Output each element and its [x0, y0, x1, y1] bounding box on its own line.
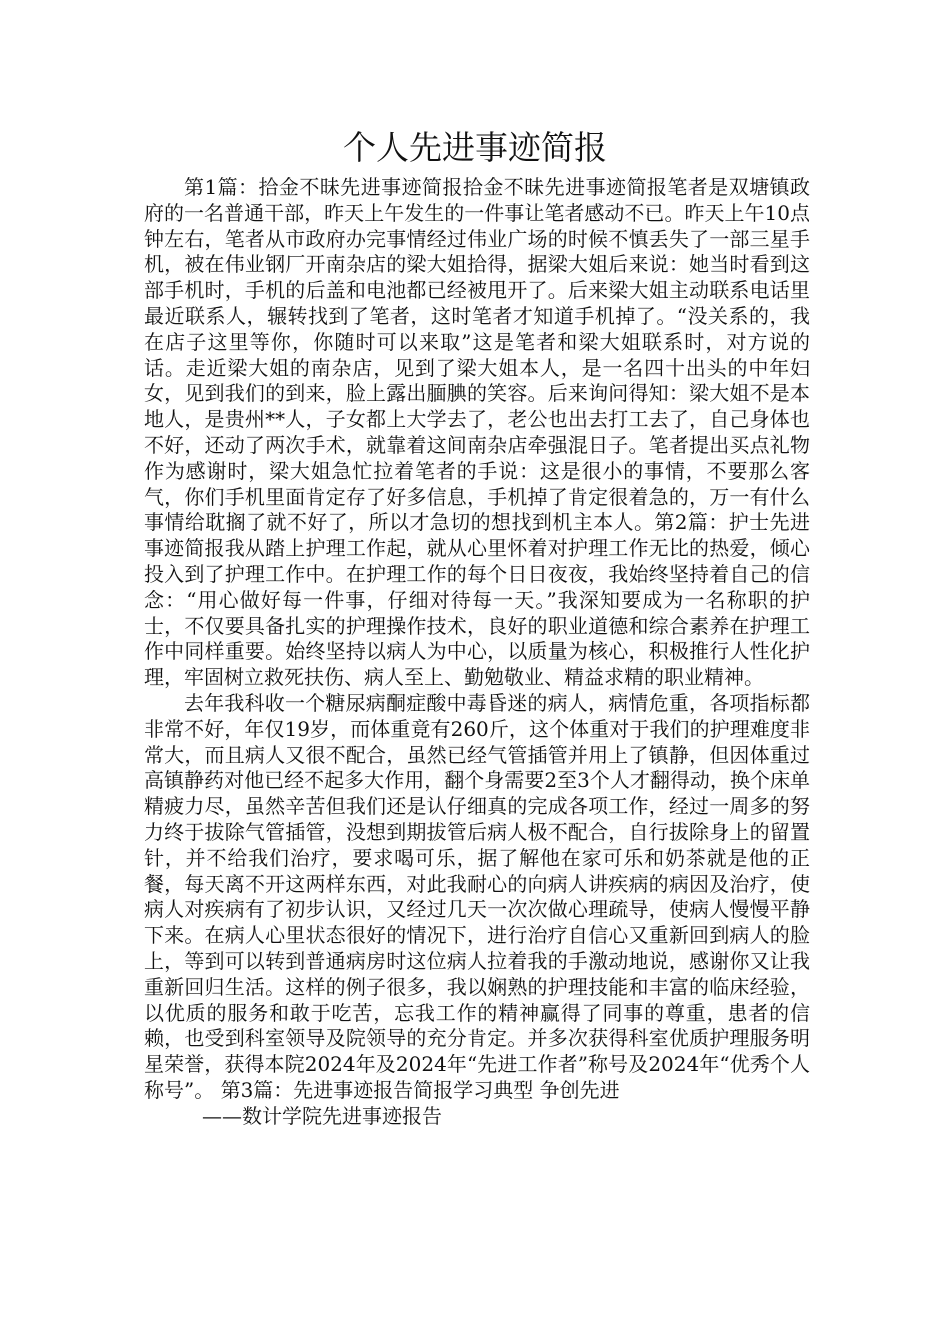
- report-subtitle: ——数计学院先进事迹报告: [202, 1103, 442, 1128]
- document-title: 个人先进事迹简报: [343, 128, 607, 167]
- document-body: [144, 175, 810, 1129]
- paragraph-1: 第1篇：拾金不昧先进事迹简报拾金不昧先进事迹简报笔者是双塘镇政府的一名普通干部，昨天上午发生的一件事让笔者感动不已。昨天上午10点钟左右，笔者从市政府办完事情经过伟业广场的时候不慎丢失了一部三星手机，被在伟业钢厂开南杂店的梁大姐拾得，据梁大姐后来说：她当时看到这部手机时，手机的后盖和电池都已经被甩开了。后来梁大姐主动联系电话里最近联系人，辗转找到了笔者，这时笔者才知道手机掉了。“没关系的，我在店子这里等你，你随时可以来取”这是笔者和梁大姐联系时，对方说的话。走近梁大姐的南杂店，见到了梁大姐本人，是一名四十出头的中年妇女，见到我们的到来，脸上露出腼腆的笑容。后来询问得知：梁大姐不是本地人，是贵州**人，子女都上大学去了，老公也出去打工去了，自己身体也不好，还动了两次手术，就靠着这间南杂店牵强混日子。笔者提出买点礼物作为感谢时，梁大姐急忙拉着笔者的手说：这是很小的事情，不要那么客气，你们手机里面肯定存了好多信息，手机掉了肯定很着急的，万一有什么事情给耽搁了就不好了，所以才急切的想找到机主本人。第2篇：护士先进事迹简报我从踏上护理工作起，就从心里怀着对护理工作无比的热爱，倾心投入到了护理工作中。在护理工作的每个日日夜夜，我始终坚持着自己的信念：“用心做好每一件事，仔细对待每一天。”我深知要成为一名称职的护士，不仅要具备扎实的护理操作技术，良好的职业道德和综合素养在护理工作中同样重要。始终坚持以病人为中心，以质量为核心，积极推行人性化护理，牢固树立救死扶伤、病人至上、勤勉敬业、精益求精的职业精神。: [144, 175, 810, 690]
- paragraph-2: 去年我科收一个糖尿病酮症酸中毒昏迷的病人，病情危重，各项指标都非常不好，年仅19岁，而体重竟有260斤，这个体重对于我们的护理难度非常大，而且病人又很不配合，虽然已经气管插管并用上了镇静，但因体重过高镇静药对他已经不起多大作用，翻个身需要2至3个人才翻得动，换个床单精疲力尽，虽然辛苦但我们还是认仔细真的完成各项工作，经过一周多的努力终于拔除气管插管，没想到期拔管后病人极不配合，自行拔除身上的留置针，并不给我们治疗，要求喝可乐，据了解他在家可乐和奶茶就是他的正餐，每天离不开这两样东西，对此我耐心的向病人讲疾病的病因及治疗，使病人对疾病有了初步认识，又经过几天一次次做心理疏导，使病人慢慢平静下来。在病人心里状态很好的情况下，进行治疗自信心又重新回到病人的脸上，等到可以转到普通病房时这位病人拉着我的手激动地说，感谢你又让我重新回归生活。这样的例子很多，我以娴熟的护理技能和丰富的临床经验，以优质的服务和敢于吃苦，忘我工作的精神赢得了同事的尊重，患者的信赖，也受到科室领导及院领导的充分肯定。并多次获得科室优质护理服务明星荣誉，获得本院2024年及2024年“先进工作者”称号及2024年“优秀个人称号”。 第3篇：先进事迹报告简报学习典型 争创先进: [144, 690, 810, 1102]
